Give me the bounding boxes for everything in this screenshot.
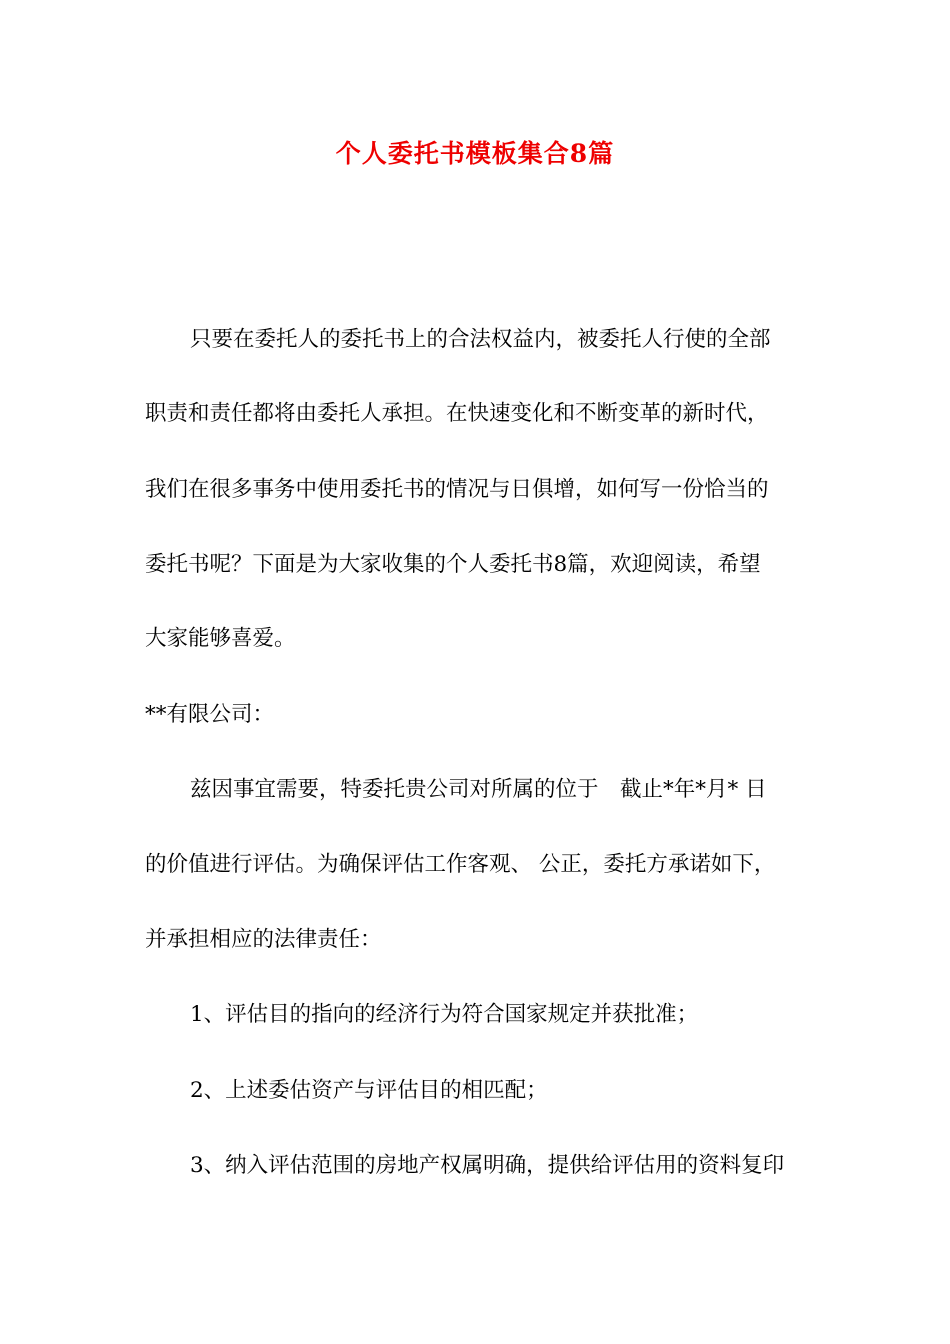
intro-line-3: 我们在很多事务中使用委托书的情况与日俱增，如何写一份恰当的: [145, 477, 769, 502]
list-item-1: 1、评估目的指向的经济行为符合国家规定并获批准；: [190, 1002, 699, 1027]
document-title: 个人委托书模板集合8篇: [335, 139, 615, 168]
intro-line-2: 职责和责任都将由委托人承担。在快速变化和不断变革的新时代，: [145, 401, 769, 426]
intro-line-1: 只要在委托人的委托书上的合法权益内，被委托人行使的全部: [190, 327, 771, 352]
list-item-3: 3、纳入评估范围的房地产权属明确，提供给评估用的资料复印: [190, 1153, 785, 1178]
body-line-2: 的价值进行评估。为确保评估工作客观、 公正，委托方承诺如下，: [145, 852, 776, 877]
list-item-2: 2、上述委估资产与评估目的相匹配；: [190, 1078, 548, 1103]
intro-line-4: 委托书呢？下面是为大家收集的个人委托书8篇，欢迎阅读，希望: [145, 552, 761, 577]
salutation: **有限公司：: [145, 702, 275, 727]
body-line-3: 并承担相应的法律责任：: [145, 927, 382, 952]
body-line-1: 兹因事宜需要，特委托贵公司对所属的位于 截止*年*月* 日: [190, 777, 767, 802]
intro-line-5: 大家能够喜爱。: [145, 626, 296, 651]
